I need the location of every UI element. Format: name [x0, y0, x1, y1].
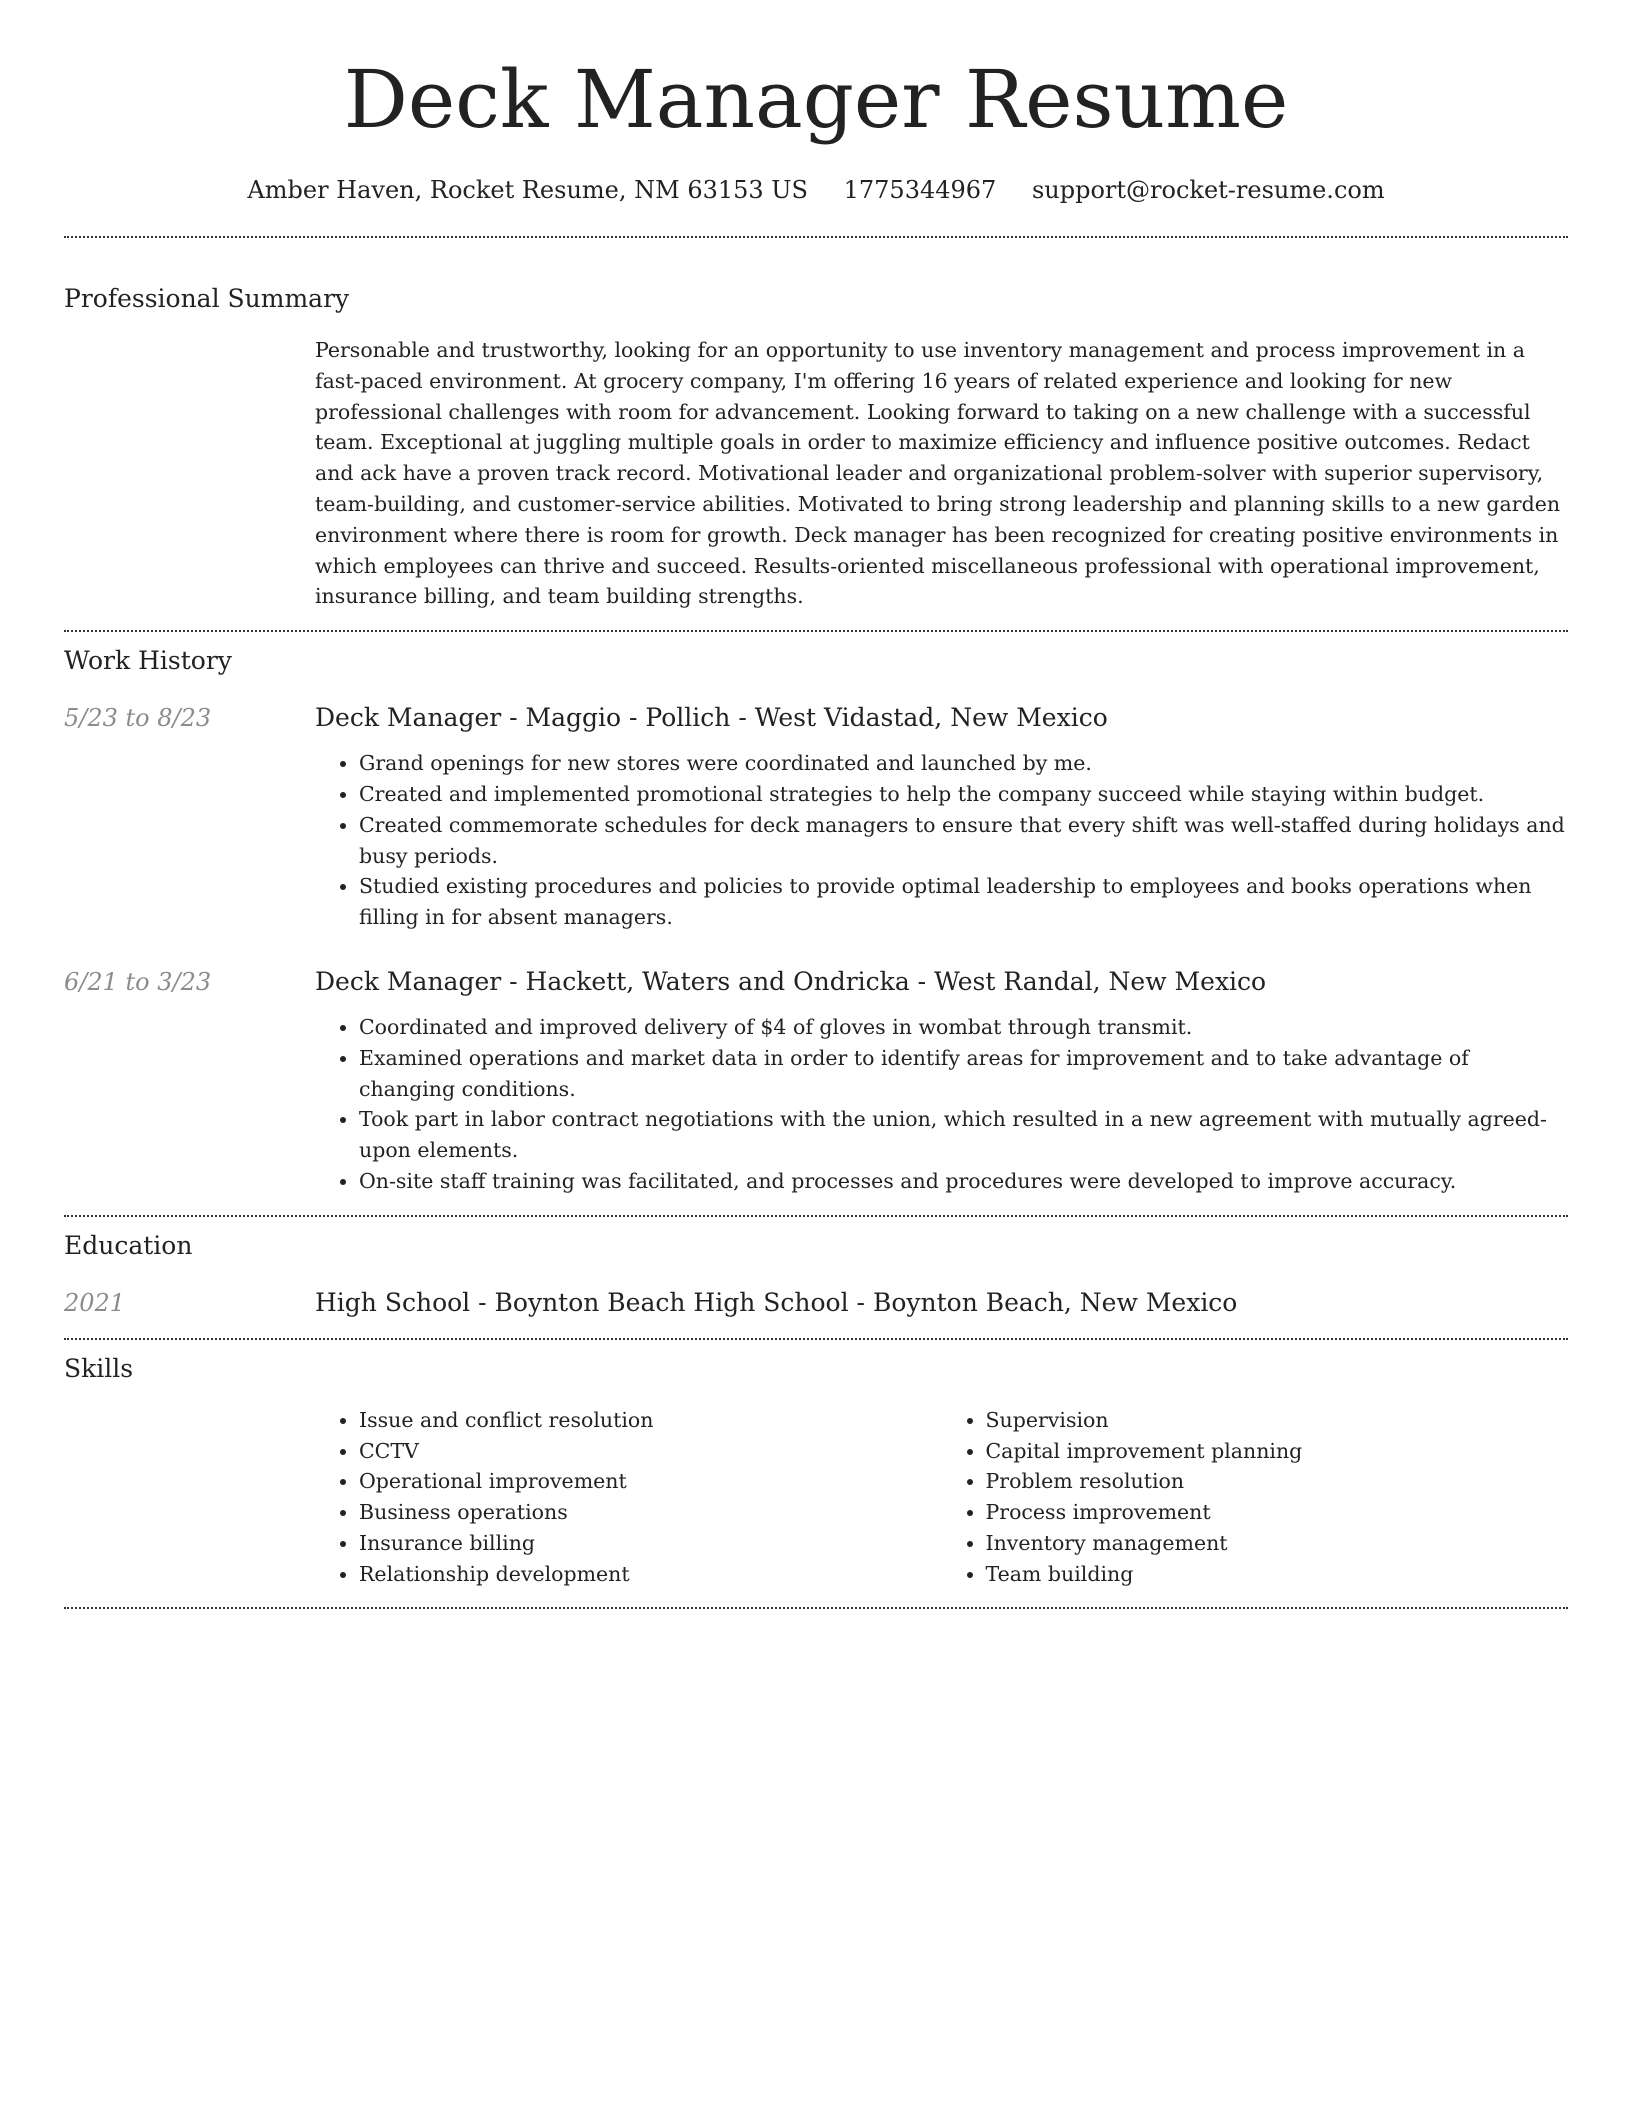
skills-list-right [942, 1405, 1569, 1590]
education-heading-line: High School - Boynton Beach High School - Boynton Beach, New Mexico [315, 1287, 1238, 1317]
resume-title: Deck Manager Resume [343, 53, 1289, 146]
skills-list-left [315, 1405, 942, 1590]
contact-address: Amber Haven, Rocket Resume, NM 63153 US [247, 176, 808, 204]
education-entry [64, 1286, 1568, 1320]
list-item: • Business operations [359, 1497, 942, 1528]
skills-grid [315, 1405, 1568, 1590]
education-section [64, 1229, 1568, 1320]
job-dates: 6/21 to 3/23 [64, 967, 212, 996]
list-item: • Problem resolution [986, 1466, 1569, 1497]
list-item: • Insurance billing [359, 1528, 942, 1559]
list-item: • Process improvement [986, 1497, 1569, 1528]
contact-phone: 1775344967 [843, 176, 997, 204]
resume-page [64, 0, 1568, 1609]
divider [64, 236, 1568, 238]
contact-email: support@rocket-resume.com [1031, 176, 1385, 204]
job-entry [64, 701, 1568, 933]
list-item: • Issue and conflict resolution [359, 1405, 942, 1436]
list-item: • Capital improvement planning [986, 1436, 1569, 1467]
summary-heading: Professional Summary [64, 284, 350, 313]
list-item: • Supervision [986, 1405, 1569, 1436]
job-entry [64, 965, 1568, 1197]
divider [64, 1215, 1568, 1217]
list-item: • Took part in labor contract negotiations with the union, which resulted in a new agreement with mutually agreed-upon elements. [359, 1104, 1568, 1166]
job-heading: Deck Manager - Hackett, Waters and Ondricka - West Randal, New Mexico [315, 966, 1267, 996]
list-item: • Operational improvement [359, 1466, 942, 1497]
list-item: • Inventory management [986, 1528, 1569, 1559]
list-item: • Studied existing procedures and policies to provide optimal leadership to employees and books operations when filling in for absent managers. [359, 871, 1568, 933]
list-item: • Team building [986, 1559, 1569, 1590]
divider [64, 630, 1568, 632]
job-dates: 5/23 to 8/23 [64, 704, 212, 733]
list-item: • Relationship development [359, 1559, 942, 1590]
education-year: 2021 [64, 1288, 126, 1317]
list-item: • Examined operations and market data in order to identify areas for improvement and to take advantage of changing conditions. [359, 1043, 1568, 1105]
work-heading: Work History [64, 646, 232, 676]
list-item: • On-site staff training was facilitated, and processes and procedures were developed to improve accuracy. [359, 1166, 1568, 1197]
summary-row [64, 335, 1568, 612]
skills-row [64, 1405, 1568, 1590]
job-bullets [315, 1012, 1568, 1197]
skills-section [64, 1352, 1568, 1590]
contact-line [64, 174, 1568, 206]
list-item: • Created commemorate schedules for deck managers to ensure that every shift was well-staffed during holidays and busy periods. [359, 810, 1568, 872]
list-item: • Created and implemented promotional strategies to help the company succeed while staying within budget. [359, 779, 1568, 810]
education-heading: Education [64, 1230, 193, 1260]
work-section [64, 644, 1568, 1197]
skills-heading: Skills [64, 1353, 134, 1383]
summary-section [64, 282, 1568, 612]
divider [64, 1338, 1568, 1340]
divider [64, 1607, 1568, 1609]
summary-text: Personable and trustworthy, looking for an opportunity to use inventory management and process improvement in a fast-paced environment. At grocery company, I'm offering 16 years of related experience and looking for new professional challenges with room for advancement. Looking forward to taking on a new challenge with a successful team. Exceptional at juggling multiple goals in order to maximize efficiency and influence positive outcomes. Redact and ack have a proven track record. Motivational leader and organizational problem-solver with superior supervisory, team-building, and customer-service abilities. Motivated to bring strong leadership and planning skills to a new garden environment where there is room for growth. Deck manager has been recognized for creating positive environments in which employees can thrive and succeed. Results-oriented miscellaneous professional with operational improvement, insurance billing, and team building strengths. [315, 338, 1561, 609]
list-item: • Coordinated and improved delivery of $4 of gloves in wombat through transmit. [359, 1012, 1568, 1043]
list-item: • Grand openings for new stores were coordinated and launched by me. [359, 748, 1568, 779]
job-heading: Deck Manager - Maggio - Pollich - West Vidastad, New Mexico [315, 703, 1108, 733]
list-item: • CCTV [359, 1436, 942, 1467]
job-bullets [315, 748, 1568, 933]
